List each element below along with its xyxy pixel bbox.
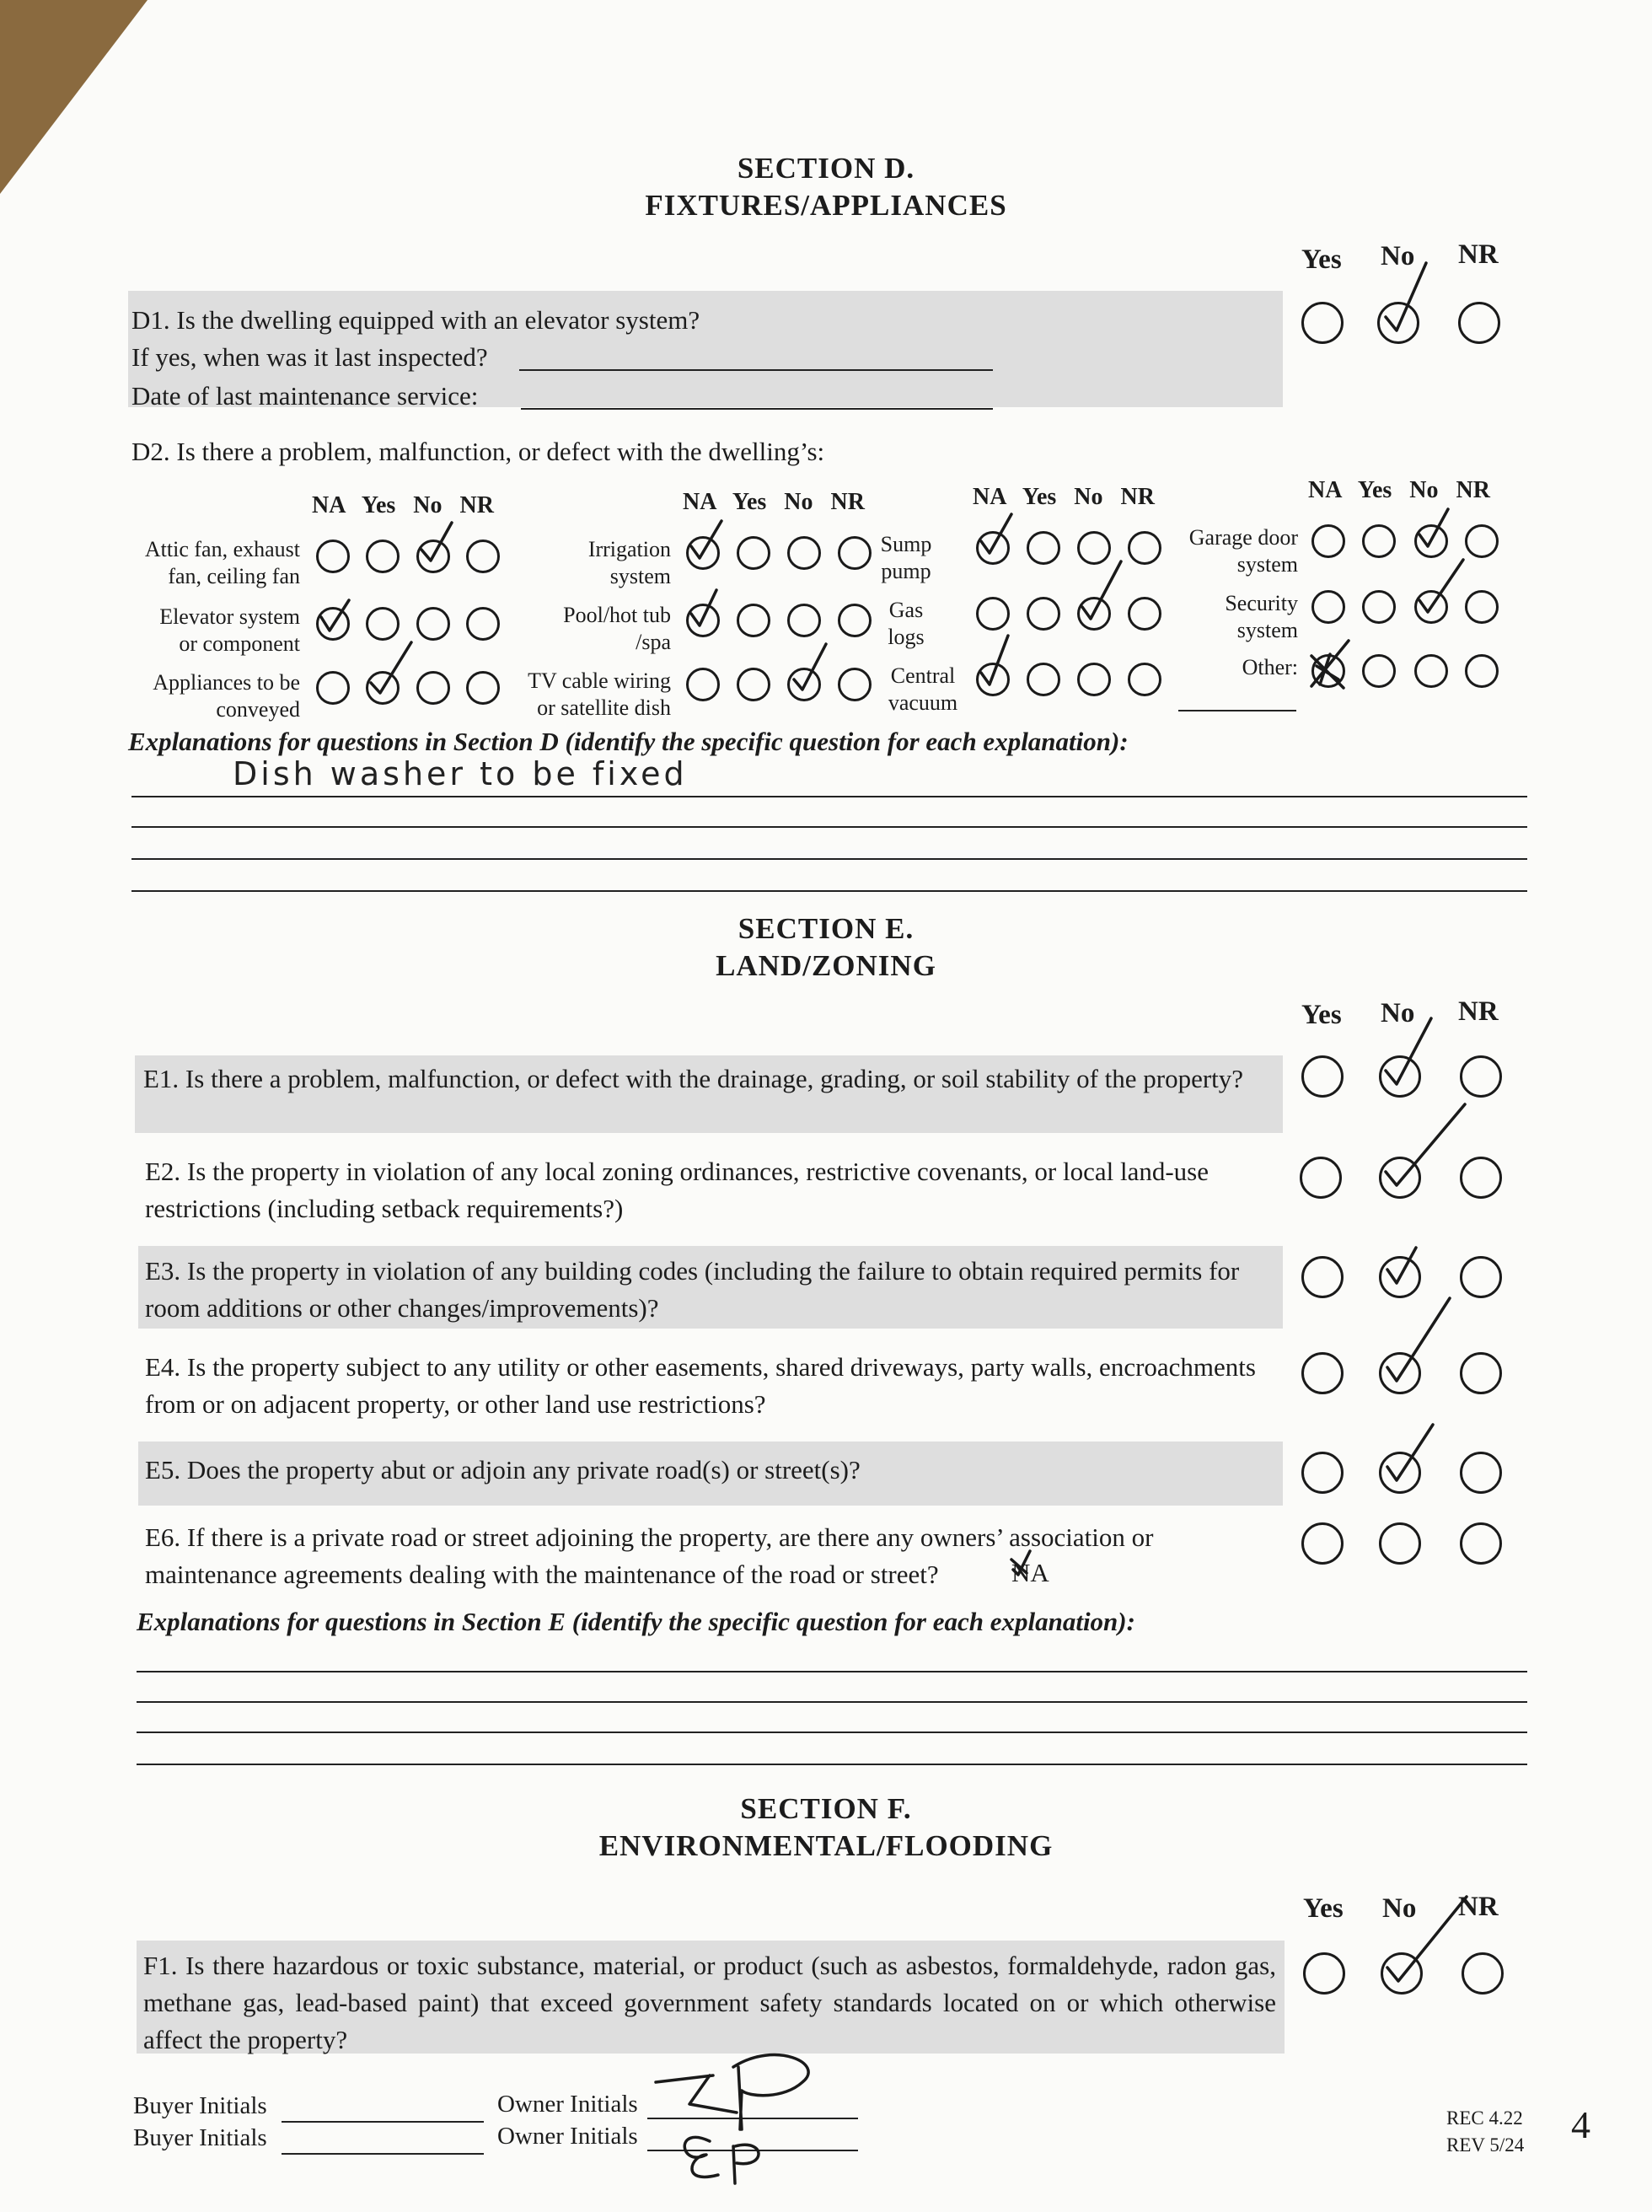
e2-question: E2. Is the property in violation of any local zoning ordinances, restrictive covenants, or local land-use restrictions (including setback requirements?)	[145, 1157, 1209, 1223]
e3-question: E3. Is the property in violation of any building codes (including the failure to obtain required permits for room additions or other changes/improvements)?	[145, 1256, 1240, 1323]
page-number: 4	[1571, 2103, 1590, 2146]
check-mark	[691, 521, 721, 558]
f1-question: F1. Is there hazardous or toxic substance, material, or product (such as asbestos, formaldehyde, radon gas, methane gas, lead-based paint) that exceed government safety standards located on or which otherwise affect the property?	[143, 1951, 1276, 2054]
buyer-initials-label-2: Buyer Initials	[133, 2124, 267, 2151]
section-d-explanation-label: Explanations for questions in Section D (identify the specific question for each explanation):	[128, 727, 1129, 756]
col-yes: Yes	[1301, 244, 1342, 275]
d2-label-irrigation: Irrigation system	[587, 537, 671, 588]
owner-initials-label-2: Owner Initials	[497, 2123, 638, 2150]
check-mark	[1419, 509, 1448, 546]
section-e-subtitle: LAND/ZONING	[716, 949, 936, 982]
d2-label-gas-logs: Gas logs	[888, 598, 925, 649]
section-f-subtitle: ENVIRONMENTAL/FLOODING	[598, 1829, 1054, 1862]
d2-question: D2. Is there a problem, malfunction, or defect with the dwelling’s:	[131, 437, 825, 466]
section-e-title: SECTION E.	[738, 912, 914, 945]
d2-label-other: Other:	[1242, 655, 1298, 679]
check-mark	[1387, 1248, 1416, 1283]
check-mark	[1082, 561, 1121, 619]
e6-question: E6. If there is a private road or street adjoining the property, are there any owners’ association or maintenance agreements dealing with the maintenance of the road or street?	[145, 1522, 1154, 1589]
section-d-handwritten-explanation[interactable]: Dish washer to be fixed	[233, 755, 688, 792]
section-f-title: SECTION F.	[740, 1792, 912, 1825]
d2-label-security: Security system	[1225, 591, 1298, 642]
section-d-subtitle: FIXTURES/APPLIANCES	[645, 189, 1007, 222]
col-nr-f: NR	[1458, 1892, 1499, 1922]
buyer-initials-label-1: Buyer Initials	[133, 2092, 267, 2119]
d2-g3-header: NA Yes No NR	[973, 484, 1155, 510]
d2-g1-header: NA Yes No NR	[312, 492, 494, 518]
d2-label-attic-fan: Attic fan, exhaust fan, ceiling fan	[144, 537, 300, 588]
check-mark	[1386, 1104, 1465, 1185]
signature-mark	[656, 2055, 808, 2129]
check-mark	[1011, 1551, 1030, 1575]
d2-label-tv-cable: TV cable wiring or satellite dish	[528, 668, 671, 720]
check-mark	[1386, 1018, 1431, 1084]
e5-question: E5. Does the property abut or adjoin any private road(s) or street(s)?	[145, 1455, 861, 1485]
check-mark	[321, 600, 349, 631]
col-no-f: No	[1382, 1893, 1417, 1924]
col-yes-e: Yes	[1301, 1000, 1342, 1030]
col-no-e: No	[1381, 998, 1415, 1028]
d2-label-sump: Sump pump	[880, 532, 932, 583]
form-revision: REV 5/24	[1446, 2134, 1525, 2156]
check-mark	[1387, 1298, 1450, 1381]
check-mark	[1387, 1425, 1433, 1480]
d2-g4-header: NA Yes No NR	[1308, 477, 1490, 503]
d1-question: D1. Is the dwelling equipped with an elevator system?	[131, 305, 700, 335]
d2-label-elevator: Elevator system or component	[159, 604, 300, 656]
check-mark	[1386, 263, 1426, 330]
section-e-explanation-label: Explanations for questions in Section E (identify the specific question for each explanation):	[137, 1607, 1135, 1636]
d2-label-central-vacuum: Central vacuum	[888, 663, 958, 715]
col-nr: NR	[1458, 239, 1499, 270]
col-yes-f: Yes	[1303, 1893, 1344, 1924]
d2-g2-header: NA Yes No NR	[683, 489, 865, 515]
check-mark	[1419, 560, 1463, 612]
check-mark	[981, 636, 1008, 685]
d2-label-garage-door: Garage door system	[1188, 525, 1298, 577]
form-code: REC 4.22	[1446, 2107, 1523, 2129]
check-mark	[981, 514, 1011, 553]
d1-inspected-label: If yes, when was it last inspected?	[131, 342, 488, 372]
owner-initials-label-1: Owner Initials	[497, 2091, 638, 2118]
col-no: No	[1381, 241, 1415, 271]
signature-mark	[684, 2137, 759, 2183]
check-mark	[371, 642, 411, 693]
col-nr-e: NR	[1458, 996, 1499, 1027]
check-mark	[691, 590, 716, 625]
d2-label-appliances: Appliances to be conveyed	[153, 670, 300, 722]
scribble-mark	[1311, 641, 1349, 688]
check-mark	[794, 644, 826, 690]
e6-na-label: NA	[1011, 1558, 1049, 1587]
section-d-title: SECTION D.	[737, 152, 915, 185]
d1-maintenance-label: Date of last maintenance service:	[131, 381, 479, 411]
check-mark	[1387, 1897, 1467, 1981]
d2-label-pool: Pool/hot tub /spa	[563, 603, 671, 654]
e1-question: E1. Is there a problem, malfunction, or defect with the drainage, grading, or soil stability of the property?	[143, 1064, 1244, 1093]
check-mark	[421, 523, 452, 561]
e4-question: E4. Is the property subject to any utility or other easements, shared driveways, party walls, encroachments from or on adjacent property, or other land use restrictions?	[145, 1352, 1256, 1419]
